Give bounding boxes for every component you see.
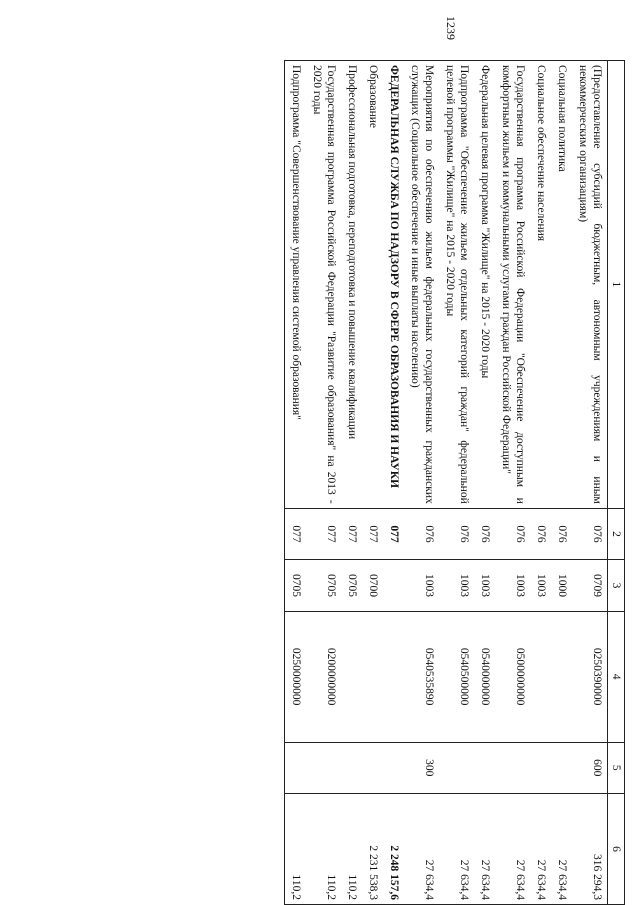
cell-section-code [383,560,404,612]
cell-target-article: 0250000000 [285,611,307,742]
header-col-2: 2 [608,508,625,560]
cell-ministry-code: 076 [572,508,608,560]
cell-section-code: 1003 [439,560,474,612]
cell-expense-type [495,742,530,794]
cell-amount: 27 634,4 [439,794,474,905]
cell-amount: 27 634,4 [474,794,495,905]
cell-amount: 27 634,4 [404,794,439,905]
table-row [383,61,404,905]
cell-name: Подпрограмма "Совершенствование управления системой образования" [285,61,307,509]
cell-ministry-code: 076 [439,508,474,560]
cell-section-code: 1003 [530,560,551,612]
table-row [404,61,439,905]
table-row [362,61,383,905]
cell-section-code: 1000 [551,560,572,612]
cell-ministry-code: 076 [530,508,551,560]
cell-expense-type [530,742,551,794]
cell-expense-type [362,742,383,794]
table-row [572,61,608,905]
cell-amount: 2 248 157,6 [383,794,404,905]
cell-expense-type [474,742,495,794]
cell-target-article [341,611,362,742]
cell-ministry-code: 077 [341,508,362,560]
cell-name: Государственная программа Российской Федерации "Развитие образования" на 2013 - 2020 годы [306,61,341,509]
cell-name: Социальная политика [551,61,572,509]
cell-amount: 27 634,4 [551,794,572,905]
cell-target-article [362,611,383,742]
cell-expense-type: 600 [572,742,608,794]
table-row [530,61,551,905]
cell-section-code: 0705 [285,560,307,612]
cell-target-article: 0540500000 [439,611,474,742]
table-body [285,61,608,905]
cell-ministry-code: 076 [474,508,495,560]
cell-expense-type [285,742,307,794]
cell-amount: 316 294,3 [572,794,608,905]
header-col-1: 1 [608,61,625,509]
cell-section-code: 1003 [474,560,495,612]
cell-name: Федеральная целевая программа "Жилище" на 2015 - 2020 годы [474,61,495,509]
cell-section-code: 0705 [306,560,341,612]
cell-section-code: 0700 [362,560,383,612]
cell-section-code: 1003 [495,560,530,612]
cell-target-article [383,611,404,742]
page-number: 1239 [444,16,458,40]
table-row [306,61,341,905]
cell-name: Подпрограмма "Обеспечение жильем отдельных категорий граждан" федеральной целевой программы "Жилище" на 2015 - 2020 годы [439,61,474,509]
table-row [474,61,495,905]
cell-ministry-code: 076 [404,508,439,560]
cell-amount: 110,2 [341,794,362,905]
cell-name: Профессиональная подготовка, переподготовка и повышение квалификации [341,61,362,509]
cell-amount: 27 634,4 [495,794,530,905]
cell-amount: 110,2 [285,794,307,905]
cell-ministry-code: 077 [362,508,383,560]
cell-name: Социальное обеспечение населения [530,61,551,509]
cell-target-article: 0540535890 [404,611,439,742]
header-col-3: 3 [608,560,625,612]
cell-ministry-code: 076 [495,508,530,560]
cell-name: (Предоставление субсидий бюджетным, автономным учреждениям и иным некоммерческим организациям) [572,61,608,509]
cell-target-article: 0200000000 [306,611,341,742]
cell-target-article [530,611,551,742]
cell-name: Образование [362,61,383,509]
cell-ministry-code: 077 [285,508,307,560]
header-col-5: 5 [608,742,625,794]
table-row [495,61,530,905]
table-row [341,61,362,905]
header-col-6: 6 [608,794,625,905]
cell-section-code: 1003 [404,560,439,612]
cell-expense-type [439,742,474,794]
cell-ministry-code: 077 [383,508,404,560]
cell-section-code: 0705 [341,560,362,612]
cell-target-article: 0540000000 [474,611,495,742]
cell-amount: 27 634,4 [530,794,551,905]
cell-expense-type [551,742,572,794]
cell-name: ФЕДЕРАЛЬНАЯ СЛУЖБА ПО НАДЗОРУ В СФЕРЕ ОБРАЗОВАНИЯ И НАУКИ [383,61,404,509]
table-header-row [608,61,625,905]
cell-name: Мероприятия по обеспечению жильем федеральных государственных гражданских служащих (Социальное обеспечение и иные выплаты населению) [404,61,439,509]
table-row [551,61,572,905]
header-col-4: 4 [608,611,625,742]
cell-name: Государственная программа Российской Федерации "Обеспечение доступным и комфортным жильем и коммунальными услугами граждан Российской Федерации" [495,61,530,509]
cell-ministry-code: 076 [551,508,572,560]
cell-expense-type [306,742,341,794]
cell-amount: 2 231 538,3 [362,794,383,905]
budget-table [284,60,625,905]
table-row [285,61,307,905]
cell-section-code: 0709 [572,560,608,612]
cell-target-article: 0500000000 [495,611,530,742]
cell-expense-type [383,742,404,794]
cell-ministry-code: 077 [306,508,341,560]
cell-expense-type: 300 [404,742,439,794]
rotated-table-container [80,60,625,905]
cell-target-article [551,611,572,742]
cell-amount: 110,2 [306,794,341,905]
cell-target-article: 0250390000 [572,611,608,742]
cell-expense-type [341,742,362,794]
table-row [439,61,474,905]
